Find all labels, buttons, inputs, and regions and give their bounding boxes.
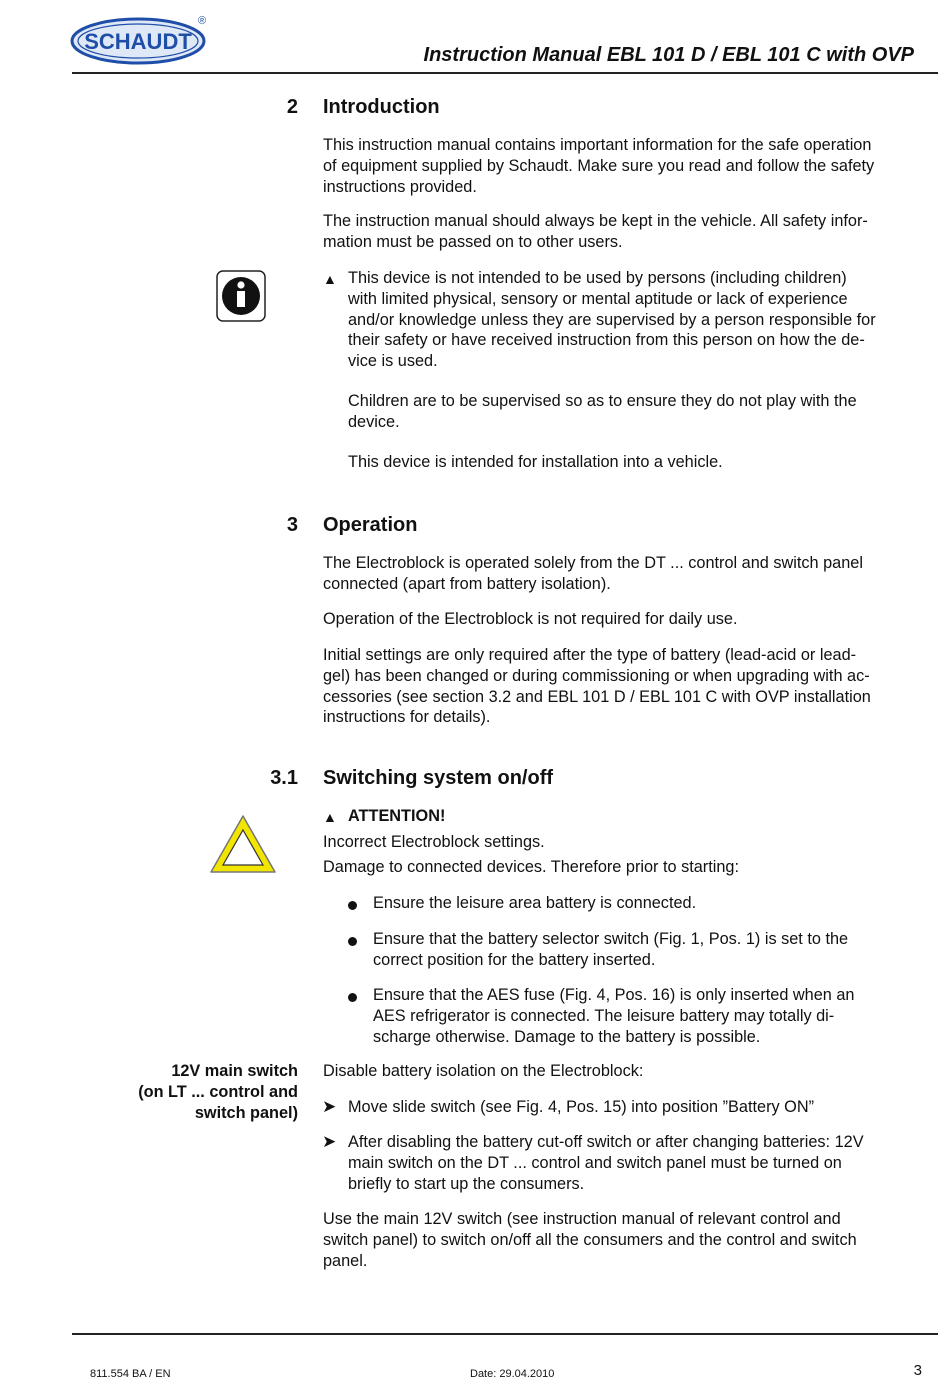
attention-line-1: Incorrect Electroblock settings. [323, 833, 545, 851]
bullet-dot [348, 901, 357, 910]
final-paragraph: Use the main 12V switch (see instruction manual of relevant control and switch panel) to switch on/off all the consumers and the control and switch panel. [323, 1210, 857, 1270]
attention-line-2: Damage to connected devices. Therefore prior to starting: [323, 858, 739, 876]
intro-paragraph-2: The instruction manual should always be kept in the vehicle. All safety infor- mation must be passed on to other users. [323, 212, 868, 251]
attention-marker: ▲ [323, 809, 337, 825]
bullet-item-3: Ensure that the AES fuse (Fig. 4, Pos. 16) is only inserted when an AES refrigerator is connected. The leisure battery may totally di- scharge otherwise. Damage to the battery is possible. [373, 986, 855, 1046]
document-title: Instruction Manual EBL 101 D / EBL 101 C with OVP [423, 44, 914, 66]
page-number: 3 [913, 1362, 922, 1379]
operation-paragraph-2: Operation of the Electroblock is not required for daily use. [323, 610, 738, 628]
footer-divider [72, 1333, 938, 1335]
step-2: After disabling the battery cut-off switch or after changing batteries: 12V main switch on the DT ... control and switch panel must be turned on briefly to start up the consumers. [348, 1133, 864, 1193]
attention-heading: ATTENTION! [348, 807, 446, 825]
section-title-introduction: Introduction [323, 96, 440, 118]
section-number: 2 [286, 96, 298, 118]
section-number: 3 [286, 514, 298, 536]
warning-marker: ▲ [323, 271, 337, 287]
intro-paragraph-1: This instruction manual contains important information for the safe operation of equipment supplied by Schaudt. Make sure you read and follow the safety instructions provided. [323, 136, 875, 196]
intro-safety-note-2: Children are to be supervised so as to ensure they do not play with the device. [348, 392, 857, 431]
step-1: Move slide switch (see Fig. 4, Pos. 15) into position ”Battery ON” [348, 1098, 815, 1116]
bullet-dot [348, 937, 357, 946]
intro-safety-note-1: This device is not intended to be used by persons (including children) with limited physical, sensory or mental aptitude or lack of experience and/or knowledge unless they are supervised by a person responsible for their safety or have received instruction from this person on how the de- vice is used. [348, 269, 876, 371]
arrow-step-icon: ➤ [322, 1097, 337, 1116]
header-divider [72, 72, 938, 74]
bullet-dot [348, 993, 357, 1002]
registered-mark: ® [197, 15, 207, 27]
operation-paragraph-3: Initial settings are only required after the type of battery (lead-acid or lead- gel) has been changed or during commissioning or when upgrading with ac- cessories (see section 3.2 and EBL 101 D / EBL 101 C with OVP installation instructions for details). [323, 646, 871, 727]
margin-note-12v-switch: 12V main switch (on LT ... control and switch panel) [138, 1062, 298, 1122]
section-number: 3.1 [270, 767, 298, 789]
section-title-operation: Operation [323, 514, 418, 536]
document-date: Date: 29.04.2010 [470, 1368, 555, 1380]
intro-safety-note-3: This device is intended for installation into a vehicle. [348, 453, 723, 471]
operation-paragraph-1: The Electroblock is operated solely from the DT ... control and switch panel connected (apart from battery isolation). [323, 554, 863, 593]
document-number: 811.554 BA / EN [90, 1368, 171, 1380]
warning-triangle-icon [208, 813, 278, 875]
arrow-step-icon: ➤ [322, 1132, 337, 1151]
bullet-item-2: Ensure that the battery selector switch (Fig. 1, Pos. 1) is set to the correct position for the battery inserted. [373, 930, 849, 969]
disable-isolation-text: Disable battery isolation on the Electroblock: [323, 1062, 644, 1080]
section-title-switching: Switching system on/off [323, 767, 554, 789]
bullet-item-1: Ensure the leisure area battery is connected. [373, 894, 697, 912]
logo-text: SCHAUDT [84, 29, 192, 54]
schaudt-logo [70, 14, 210, 66]
info-icon [216, 270, 266, 322]
